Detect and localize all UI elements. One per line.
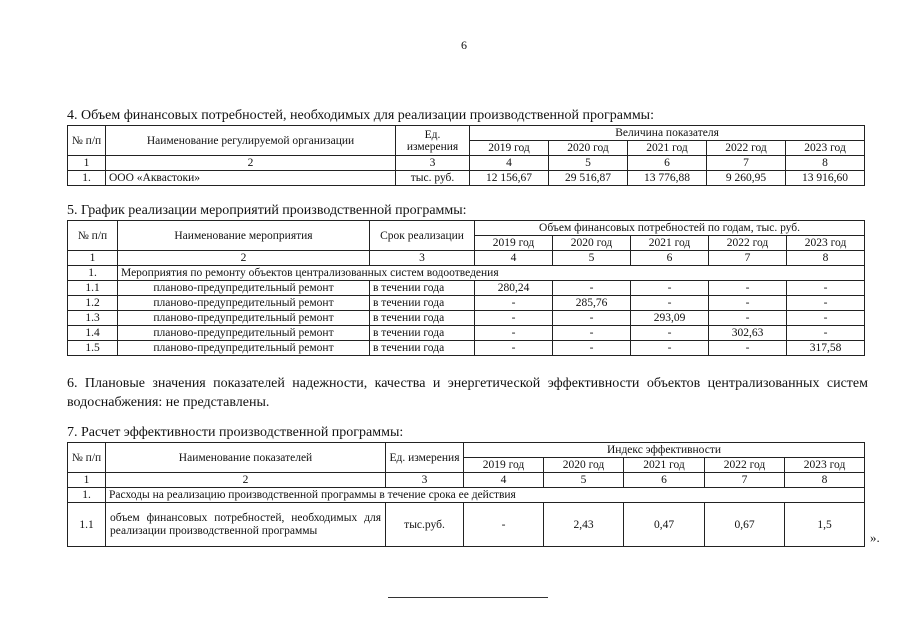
section-row (68, 266, 865, 281)
header-org-name: Наименование регулируемой организации (106, 126, 396, 156)
row-term: в течении года (370, 281, 475, 296)
row-num: 1.1 (68, 503, 106, 547)
header-unit: Ед. измерения (396, 126, 470, 156)
table-row (68, 281, 865, 296)
row-num: 1.3 (68, 311, 118, 326)
closing-quote: ». (870, 530, 880, 545)
column-index: 6 (631, 251, 709, 266)
activity-name: планово-предупредительный ремонт (118, 296, 370, 311)
row-value: - (631, 326, 709, 341)
header-year: 2020 год (553, 236, 631, 251)
row-value: - (631, 281, 709, 296)
page-number: 6 (461, 38, 467, 52)
row-value: 293,09 (631, 311, 709, 326)
column-index: 7 (709, 251, 787, 266)
row-value: - (787, 281, 865, 296)
row-term: в течении года (370, 296, 475, 311)
row-value: 2,43 (544, 503, 624, 547)
column-index: 8 (787, 251, 865, 266)
row-value: 285,76 (553, 296, 631, 311)
header-num: № п/п (68, 221, 118, 251)
column-index: 1 (68, 473, 106, 488)
financial-needs-table (67, 125, 865, 186)
header-indicator-name: Наименование показателей (106, 443, 386, 473)
column-index: 8 (786, 156, 865, 171)
row-value: - (553, 341, 631, 356)
column-index: 2 (118, 251, 370, 266)
column-index: 4 (475, 251, 553, 266)
row-value: - (553, 326, 631, 341)
row-value: 12 156,67 (470, 171, 549, 186)
header-year: 2023 год (787, 236, 865, 251)
section-title: Расходы на реализацию производственной программы в течение срока ее действия (106, 488, 865, 503)
row-value: - (709, 311, 787, 326)
column-index: 1 (68, 156, 106, 171)
row-num: 1. (68, 171, 106, 186)
row-value: 13 916,60 (786, 171, 865, 186)
row-value: 0,47 (624, 503, 705, 547)
header-activity-name: Наименование мероприятия (118, 221, 370, 251)
row-value: 1,5 (785, 503, 865, 547)
column-index: 1 (68, 251, 118, 266)
org-name: ООО «Аквастоки» (106, 171, 396, 186)
row-term: в течении года (370, 311, 475, 326)
header-year: 2020 год (549, 141, 628, 156)
header-unit: Ед. измерения (386, 443, 464, 473)
row-value: - (475, 311, 553, 326)
row-unit: тыс.руб. (386, 503, 464, 547)
column-index: 3 (386, 473, 464, 488)
row-value: - (787, 296, 865, 311)
section-num: 1. (68, 266, 118, 281)
row-num: 1.1 (68, 281, 118, 296)
header-year: 2021 год (631, 236, 709, 251)
activity-name: планово-предупредительный ремонт (118, 311, 370, 326)
column-index: 6 (628, 156, 707, 171)
row-value: - (475, 296, 553, 311)
row-value: 13 776,88 (628, 171, 707, 186)
header-year: 2023 год (786, 141, 865, 156)
column-index: 4 (470, 156, 549, 171)
column-index: 3 (370, 251, 475, 266)
header-term: Срок реализации (370, 221, 475, 251)
row-value: 280,24 (475, 281, 553, 296)
indicator-name: объем финансовых потребностей, необходимых для реализации производственной программы (106, 503, 386, 547)
section-6-text: 6. Плановые значения показателей надежности, качества и энергетической эффективности объектов централизованных систем водоснабжения: не представлены. (67, 376, 868, 410)
row-value: 0,67 (705, 503, 785, 547)
column-index: 5 (553, 251, 631, 266)
row-unit: тыс. руб. (396, 171, 470, 186)
row-value: 317,58 (787, 341, 865, 356)
header-num: № п/п (68, 126, 106, 156)
column-index: 5 (549, 156, 628, 171)
column-index: 8 (785, 473, 865, 488)
header-year: 2019 год (475, 236, 553, 251)
section-5-heading: 5. График реализации мероприятий производственной программы: (67, 203, 467, 218)
header-value-group: Объем финансовых потребностей по годам, тыс. руб. (475, 221, 865, 236)
column-index: 6 (624, 473, 705, 488)
section-num: 1. (68, 488, 106, 503)
section-title: Мероприятия по ремонту объектов централизованных систем водоотведения (118, 266, 865, 281)
section-7-heading: 7. Расчет эффективности производственной программы: (67, 425, 404, 440)
column-index: 3 (396, 156, 470, 171)
table-row (68, 296, 865, 311)
schedule-table (67, 220, 865, 356)
row-value: - (475, 326, 553, 341)
footnote-separator (388, 597, 548, 598)
row-value: - (631, 341, 709, 356)
table-row (68, 311, 865, 326)
activity-name: планово-предупредительный ремонт (118, 326, 370, 341)
section-row (68, 488, 865, 503)
column-index: 4 (464, 473, 544, 488)
row-value: - (709, 296, 787, 311)
row-value: - (553, 311, 631, 326)
header-year: 2022 год (707, 141, 786, 156)
row-value: - (709, 281, 787, 296)
header-year: 2019 год (464, 458, 544, 473)
row-value: 302,63 (709, 326, 787, 341)
row-num: 1.2 (68, 296, 118, 311)
column-index: 2 (106, 156, 396, 171)
header-year: 2021 год (628, 141, 707, 156)
row-value: 29 516,87 (549, 171, 628, 186)
row-value: - (787, 311, 865, 326)
header-year: 2023 год (785, 458, 865, 473)
activity-name: планово-предупредительный ремонт (118, 341, 370, 356)
efficiency-table (67, 442, 865, 547)
row-value: - (787, 326, 865, 341)
row-num: 1.5 (68, 341, 118, 356)
row-num: 1.4 (68, 326, 118, 341)
table-row (68, 341, 865, 356)
row-value: - (475, 341, 553, 356)
header-year: 2020 год (544, 458, 624, 473)
column-index: 7 (705, 473, 785, 488)
column-index: 2 (106, 473, 386, 488)
column-index: 7 (707, 156, 786, 171)
section-4-heading: 4. Объем финансовых потребностей, необходимых для реализации производственной программы: (67, 108, 654, 123)
header-num: № п/п (68, 443, 106, 473)
table-row (68, 171, 865, 186)
column-index: 5 (544, 473, 624, 488)
row-value: - (631, 296, 709, 311)
row-value: - (709, 341, 787, 356)
header-year: 2021 год (624, 458, 705, 473)
row-term: в течении года (370, 326, 475, 341)
row-value: - (553, 281, 631, 296)
row-value: - (464, 503, 544, 547)
table-row (68, 326, 865, 341)
header-year: 2022 год (709, 236, 787, 251)
header-value-group: Индекс эффективности (464, 443, 865, 458)
header-year: 2022 год (705, 458, 785, 473)
row-term: в течении года (370, 341, 475, 356)
activity-name: планово-предупредительный ремонт (118, 281, 370, 296)
table-row (68, 503, 865, 547)
row-value: 9 260,95 (707, 171, 786, 186)
header-value-group: Величина показателя (470, 126, 865, 141)
header-year: 2019 год (470, 141, 549, 156)
